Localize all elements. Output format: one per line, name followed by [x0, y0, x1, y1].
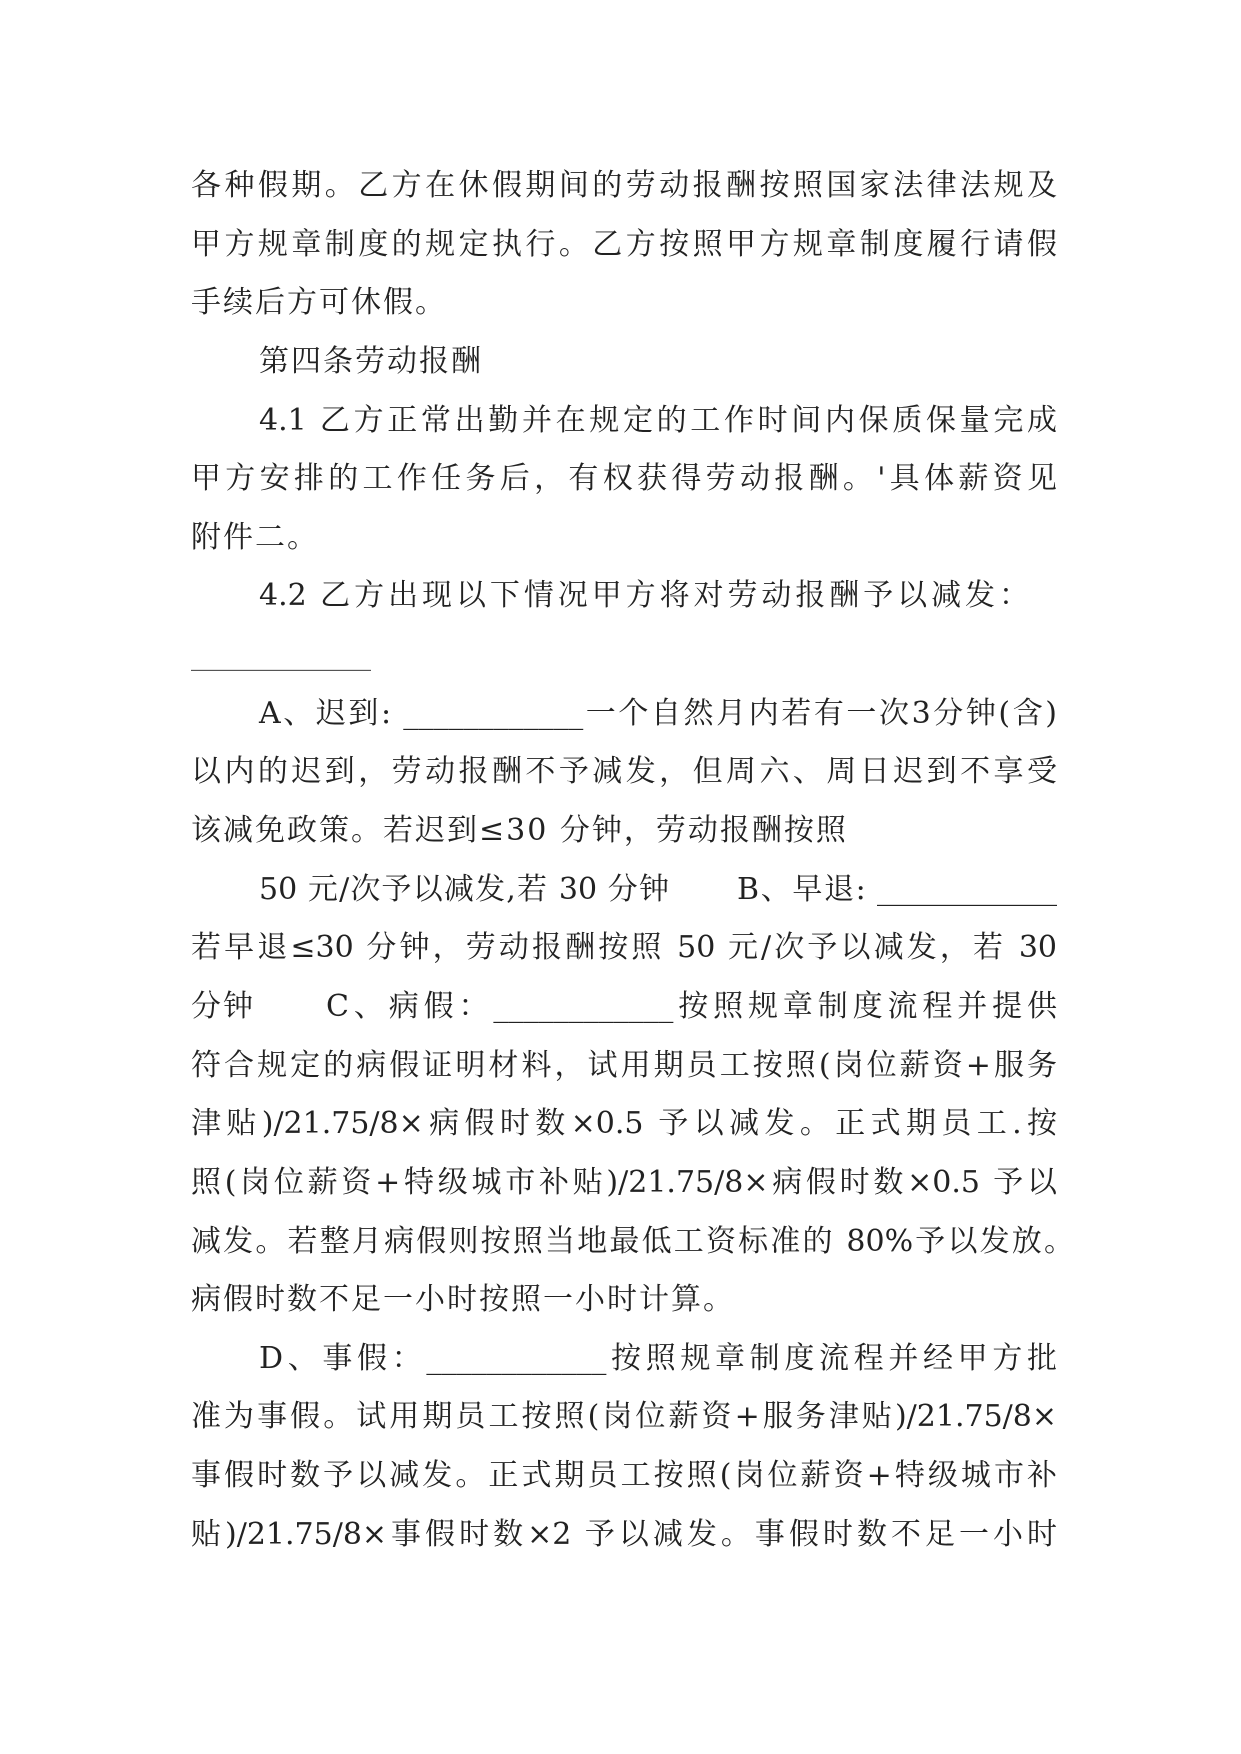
text-line: 准为事假。试用期员工按照(岗位薪资+服务津贴)/21.75/8× — [191, 1399, 1057, 1435]
text-line: 照(岗位薪资+特级城市补贴)/21.75/8×病假时数×0.5 予以 — [191, 1164, 1057, 1200]
item-c-sick-leave: C、病假：____________按照规章制度流程并提供 — [326, 988, 1057, 1024]
text-line: 以内的迟到，劳动报酬不予减发，但周六、周日迟到不享受 — [191, 754, 1057, 790]
text-line: 该减免政策。若迟到≤30 分钟，劳动报酬按照 — [191, 813, 848, 849]
document-body — [191, 157, 1074, 1564]
item-a-continuation: 50 元/次予以减发,若 30 分钟 — [259, 871, 669, 907]
fill-in-blank: ____________ — [191, 637, 371, 673]
clause-4-1 — [191, 392, 1057, 568]
clause-4-2 — [191, 567, 1057, 684]
paragraph-leave-continued — [191, 157, 1057, 333]
text-line: 4.1 乙方正常出勤并在规定的工作时间内保质保量完成 — [259, 402, 1057, 438]
text-line: 各种假期。乙方在休假期间的劳动报酬按照国家法律法规及 — [191, 168, 1057, 203]
text-line: 符合规定的病假证明材料，试用期员工按照(岗位薪资+服务 — [191, 1047, 1057, 1083]
article-heading: 第四条劳动报酬 — [259, 343, 483, 379]
item-a-late: A、迟到: ____________一个自然月内若有一次3分钟(含) — [259, 695, 1057, 731]
text-line-split — [191, 978, 1057, 1037]
item-d-personal-leave: D、事假：____________按照规章制度流程并经甲方批 — [259, 1340, 1057, 1376]
text-line: 事假时数予以减发。正式期员工按照(岗位薪资+特级城市补 — [191, 1458, 1057, 1494]
text-line: 若早退≤30 分钟，劳动报酬按照 50 元/次予以减发，若 30 — [191, 930, 1057, 966]
text-line: 减发。若整月病假则按照当地最低工资标准的 80%予以发放。 — [191, 1223, 1074, 1259]
text-line: 甲方安排的工作任务后，有权获得劳动报酬。'具体薪资见 — [191, 461, 1057, 497]
text-line: 贴)/21.75/8×事假时数×2 予以减发。事假时数不足一小时 — [191, 1516, 1057, 1552]
item-b-continuation: 分钟 — [191, 988, 255, 1024]
text-line: 津贴)/21.75/8×病假时数×0.5 予以减发。正式期员工.按 — [191, 1106, 1057, 1142]
text-line: 病假时数不足一小时按照一小时计算。 — [191, 1282, 735, 1318]
text-line: 手续后方可休假。 — [191, 285, 447, 321]
deduction-items-a-b-c — [191, 685, 1074, 1330]
text-line-split — [191, 861, 1057, 920]
text-line: 附件二。 — [191, 519, 319, 555]
text-line: 4.2 乙方出现以下情况甲方将对劳动报酬予以减发： — [259, 578, 1029, 614]
text-line: 甲方规章制度的规定执行。乙方按照甲方规章制度履行请假 — [191, 226, 1057, 262]
item-b-early-leave: B、早退: ____________ — [737, 871, 1057, 907]
deduction-item-d — [191, 1330, 1057, 1565]
